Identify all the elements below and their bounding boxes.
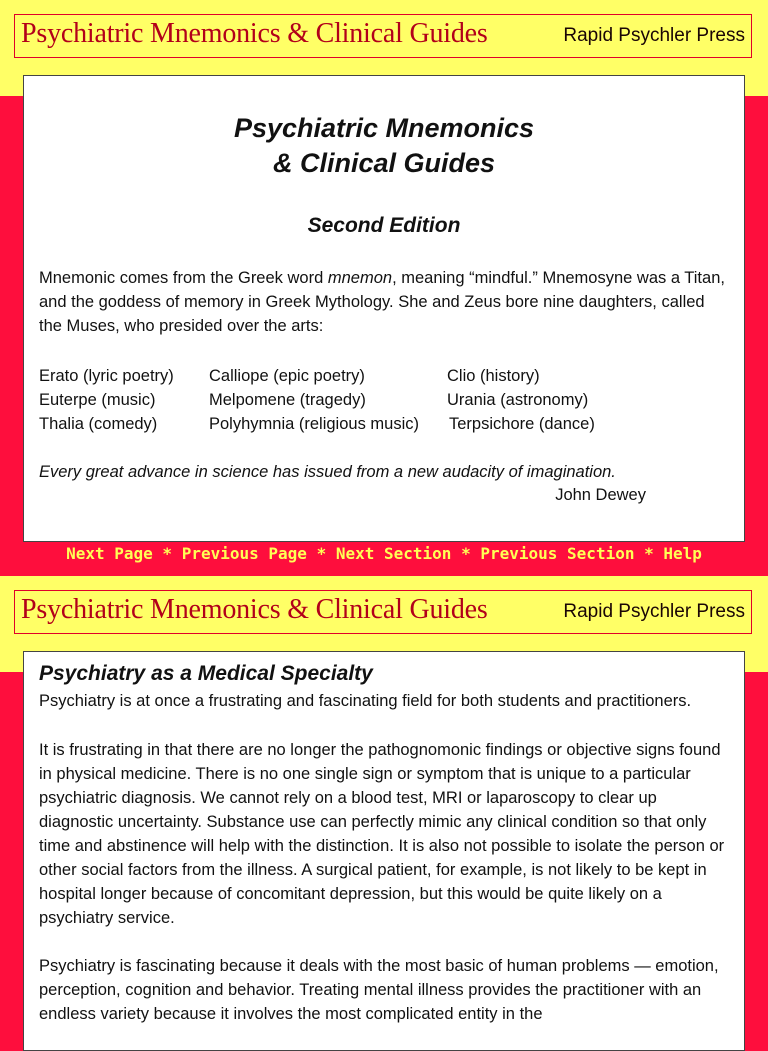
title-line-1: Psychiatric Mnemonics: [233, 113, 535, 143]
previous-section-link[interactable]: Previous Section: [480, 544, 635, 563]
publisher-name: Rapid Psychler Press: [563, 601, 745, 622]
muse-item: Calliope (epic poetry): [209, 367, 365, 385]
title-line-2: & Clinical Guides: [272, 148, 496, 178]
intro-paragraph: Mnemonic comes from the Greek word mnemon, meaning “mindful.” Mnemosyne was a Titan, and the goddess of memory in Greek Mythology. She and Zeus bore nine daughters, called the Muses, who presided over the arts:: [39, 269, 725, 335]
title-page-panel: [23, 75, 745, 542]
header-bar-top: [14, 14, 752, 58]
paragraph-1: Psychiatry is at once a frustrating and fascinating field for both students and practitioners.: [39, 692, 692, 710]
muse-item: Thalia (comedy): [39, 415, 158, 433]
muse-item: Erato (lyric poetry): [39, 367, 174, 385]
header-bar-second: [14, 590, 752, 634]
book-title-header: Psychiatric Mnemonics & Clinical Guides: [21, 18, 488, 49]
next-section-link[interactable]: Next Section: [335, 544, 452, 563]
paragraph-2: It is frustrating in that there are no longer the pathognomonic findings or objective signs found in physical medicine. There is no one single sign or symptom that is unique to a particular psychiatric diagnosis. We cannot rely on a blood test, MRI or laparoscopy to clear up diagnostic uncertainty. Substance use can perfectly mimic any clinical condition so that only time and abstinence will help with the distinction. It is also not possible to isolate the person or other social factors from the illness. A surgical patient, for example, is not likely to be kept in hospital longer because of concomitant depression, but this would be quite likely on a psychiatry service.: [39, 741, 725, 927]
publisher-name: Rapid Psychler Press: [563, 25, 745, 46]
quote-text: Every great advance in science has issued from a new audacity of imagination.: [39, 463, 616, 481]
muse-item: Clio (history): [447, 367, 540, 385]
previous-page-link[interactable]: Previous Page: [181, 544, 307, 563]
edition-label: Second Edition: [307, 214, 461, 237]
muse-item: Melpomene (tragedy): [209, 391, 366, 409]
content-page-panel: [23, 651, 745, 1051]
help-link[interactable]: Help: [663, 544, 702, 563]
muse-item: Urania (astronomy): [447, 391, 589, 409]
mnemon-word: mnemon: [327, 269, 393, 287]
section-heading: Psychiatry as a Medical Specialty: [39, 662, 373, 685]
muse-item: Euterpe (music): [39, 391, 156, 409]
next-page-link[interactable]: Next Page: [66, 544, 153, 563]
page-navigation: Next Page * Previous Page * Next Section * Previous Section * Help: [66, 544, 702, 563]
muse-item: Terpsichore (dance): [449, 415, 595, 433]
paragraph-3: Psychiatry is fascinating because it deals with the most basic of human problems — emotion, perception, cognition and behavior. Treating mental illness provides the practitioner with an endless variety because it involves the most complicated entity in the: [39, 957, 719, 1023]
muse-item: Polyhymnia (religious music): [209, 415, 419, 433]
book-title-header: Psychiatric Mnemonics & Clinical Guides: [21, 594, 488, 625]
quote-author: John Dewey: [555, 486, 646, 504]
